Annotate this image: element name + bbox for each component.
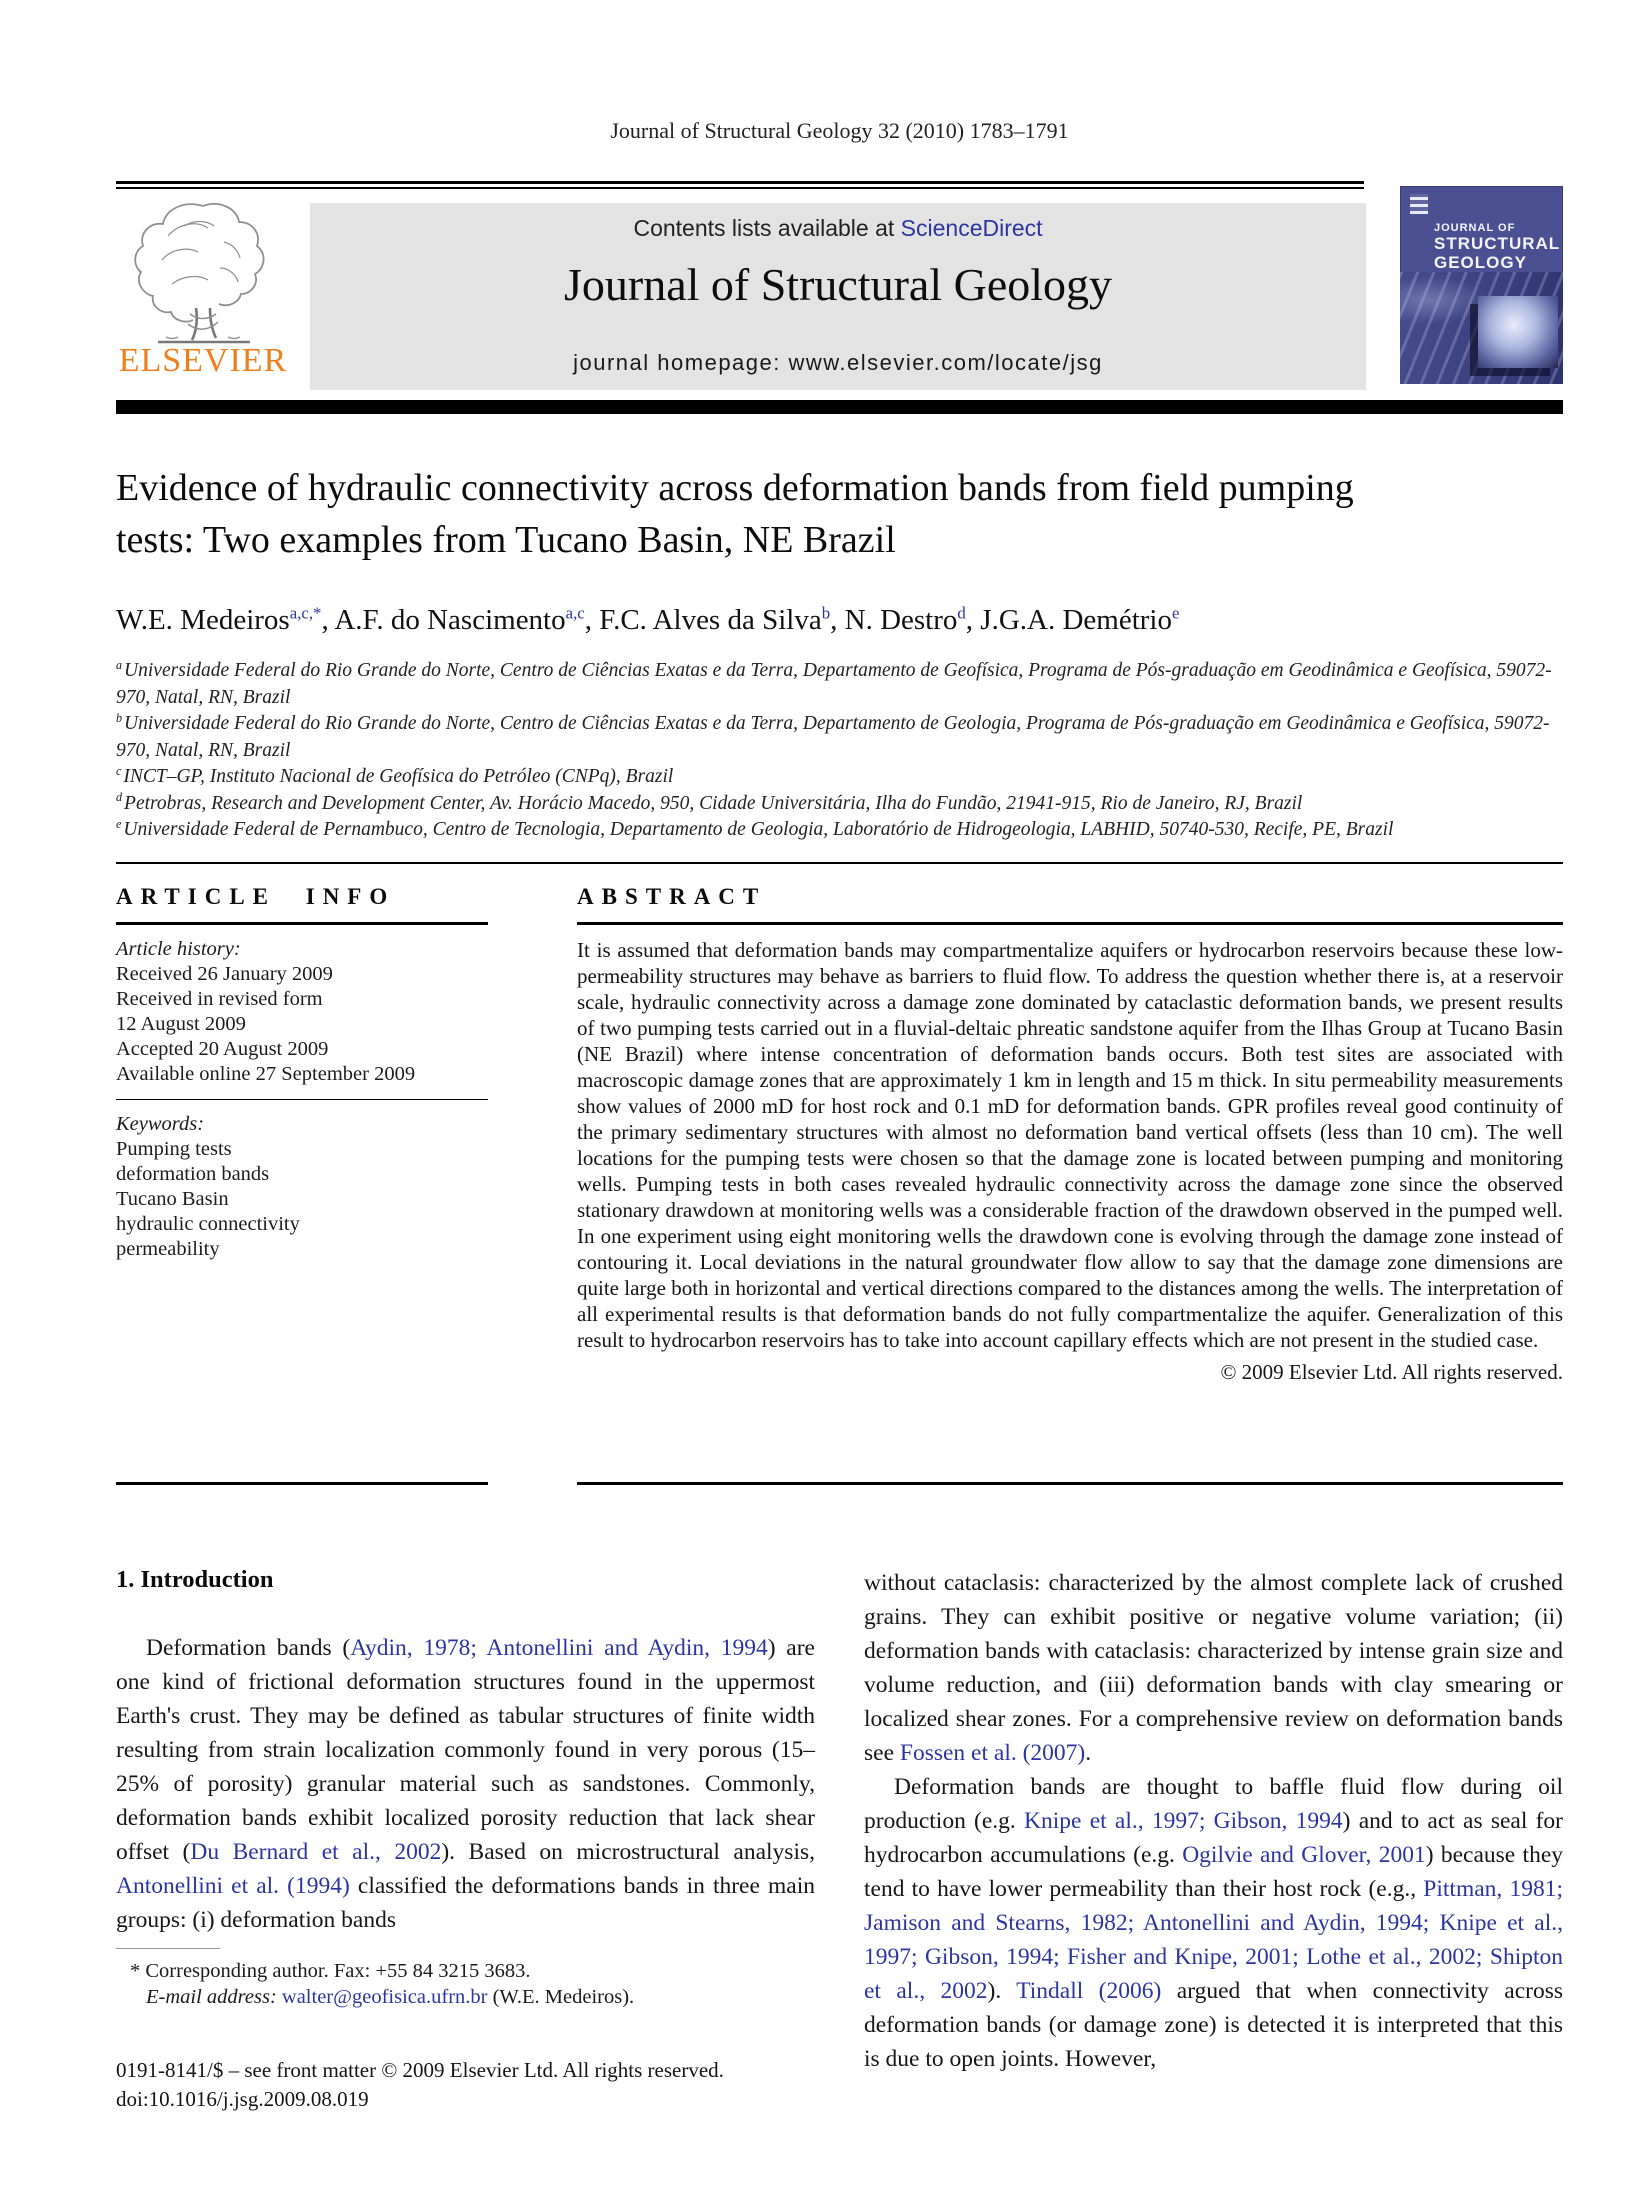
keyword: permeability: [116, 1238, 220, 1260]
citation-link[interactable]: Du Bernard et al., 2002: [190, 1839, 442, 1865]
history-entry: Received 26 January 2009: [116, 963, 333, 985]
info-bottom-rule: [116, 1482, 488, 1485]
abstract-bottom-rule: [577, 1482, 1563, 1485]
elsevier-tree-icon: [128, 196, 278, 348]
citation-link[interactable]: Pittman, 1981; Jamison and Stearns, 1982; Antonellini and Aydin, 1994; Knipe et al., 1997; Gibson, 1994; Fisher and Knipe, 2001; Lothe et al., 2002; Shipton et al., 2002: [864, 1876, 1564, 2004]
citation-link[interactable]: Tindall (2006): [1016, 1978, 1162, 2004]
text-run: classified the deformations bands in three main groups: (i) deformation bands: [116, 1873, 815, 1933]
citation-link[interactable]: Antonellini et al. (1994): [116, 1873, 350, 1899]
journal-cover-thumbnail: [1400, 186, 1563, 384]
text-run: , J.G.A. Demétrio: [965, 604, 1172, 636]
affiliation-text: Universidade Federal de Pernambuco, Centro de Tecnologia, Departamento de Geologia, Laboratório de Hidrogeologia, LABHID, 50740-530, Recife, PE, Brazil: [123, 819, 1394, 840]
history-entry: Available online 27 September 2009: [116, 1063, 416, 1085]
article-info-column: [116, 884, 488, 1262]
history-entry: Accepted 20 August 2009: [116, 1038, 329, 1060]
keyword: Pumping tests: [116, 1138, 232, 1160]
text-run: .: [1085, 1740, 1092, 1766]
citation-link[interactable]: Knipe et al., 1997; Gibson, 1994: [1024, 1808, 1343, 1834]
sciencedirect-link[interactable]: ScienceDirect: [900, 215, 1043, 241]
text-run: Deformation bands (: [146, 1635, 351, 1661]
text-run: ) because they tend to have lower permeability than their host rock (e.g.,: [864, 1842, 1564, 1902]
text-run: E-mail address:: [146, 1986, 277, 2008]
intro-paragraph: [864, 1770, 1563, 2076]
text-run: , N. Destro: [830, 604, 958, 636]
section-heading: 1. Introduction: [116, 1566, 274, 1593]
cover-inset-image: [1478, 296, 1558, 368]
abstract-text: It is assumed that deformation bands may compartmentalize aquifers or hydrocarbon reservoirs because these low-permeability structures may behave as barriers to fluid flow. To address the question whether there is, at a reservoir scale, hydraulic connectivity across a damage zone dominated by cataclastic deformation bands, we present results of two pumping tests carried out in a fluvial-deltaic phreatic sandstone aquifer from the Ilhas Group at Tucano Basin (NE Brazil) where intense concentration of deformation bands occurs. Both test sites are associated with macroscopic damage zones that are approximately 1 km in length and 15 m thick. In situ permeability measurements show values of 2000 mD for host rock and 0.1 mD for deformation bands. GPR profiles reveal good continuity of the primary sedimentary structures with almost no deformation band vertical offsets (less than 10 cm). The well locations for the pumping tests were chosen so that the damage zone is located between pumping and monitoring wells. Pumping tests in both cases revealed hydraulic connectivity across the damage zone since the observed stationary drawdown at monitoring wells was a considerable fraction of the drawdown observed in the pumped well. In one experiment using eight monitoring wells the drawdown cone is evolving through the damage zone instead of contouring it. Local deviations in the natural groundwater flow allow to say that the damage zone dimensions are quite large both in horizontal and vertical directions compared to the distances among the wells. The interpretation of all experimental results is that deformation bands do not fully compartmentalize the aquifer. Generalization of this result to hydrocarbon reservoirs has to take into account capillary effects which are not present in the studied case.: [577, 938, 1563, 1352]
text-run: (W.E. Medeiros).: [487, 1986, 635, 2008]
heading-rule: [116, 922, 488, 925]
text-run: without cataclasis: characterized by the almost complete lack of crushed grains. They can exhibit positive or negative volume variation; (ii) deformation bands with cataclasis: characterized by intense grain size and volume reduction, and (iii) deformation bands with clay smearing or localized shear zones. For a comprehensive review on deformation bands see: [864, 1570, 1563, 1766]
issn-copyright-line: 0191-8141/$ – see front matter © 2009 Elsevier Ltd. All rights reserved.: [116, 2058, 724, 2082]
abstract-copyright: © 2009 Elsevier Ltd. All rights reserved.: [1220, 1360, 1563, 1384]
email-link[interactable]: walter@geofisica.ufrn.br: [281, 1986, 488, 2008]
running-head-citation: Journal of Structural Geology 32 (2010) 1783–1791: [610, 118, 1069, 143]
author-line: [116, 604, 1565, 637]
text-run: ) are one kind of frictional deformation structures found in the uppermost Earth's crust. They may be defined as tabular structures of finite width resulting from strain localization commonly found in very porous (15–25% of porosity) granular material such as sandstones. Commonly, deformation bands exhibit localized porosity reduction that lack shear offset (: [116, 1635, 815, 1865]
intro-paragraph: [116, 1631, 815, 1937]
keyword: deformation bands: [116, 1163, 270, 1185]
cover-title: [1434, 222, 1560, 272]
cover-title-line: STRUCTURAL: [1434, 234, 1561, 253]
affiliation-list: [116, 658, 1565, 844]
citation-link[interactable]: Aydin, 1978; Antonellini and Aydin, 1994: [350, 1635, 768, 1661]
history-entry: 12 August 2009: [116, 1013, 246, 1035]
journal-banner: [310, 203, 1366, 390]
affiliation: [116, 711, 1565, 764]
affiliation: [116, 791, 1565, 818]
email-note: [116, 1984, 816, 2010]
text-run: argued that when connectivity across deformation bands (or damage zone) is detected it is interpreted that this is due to open joints. However,: [864, 1978, 1563, 2072]
journal-homepage-link[interactable]: journal homepage: www.elsevier.com/locate/jsg: [573, 350, 1103, 375]
affiliation-text: Petrobras, Research and Development Center, Av. Horácio Macedo, 950, Cidade Universitária, Ilha do Fundão, 21941-915, Rio de Janeiro, RJ, Brazil: [124, 792, 1303, 814]
citation-link[interactable]: Ogilvie and Glover, 2001: [1182, 1842, 1426, 1868]
abstract-heading: ABSTRACT: [577, 884, 767, 909]
author-affil-ref[interactable]: e: [1171, 603, 1180, 623]
article-title-line: tests: Two examples from Tucano Basin, NE Brazil: [116, 519, 896, 561]
article-history-label: Article history:: [116, 938, 241, 960]
text-run: ).: [987, 1978, 1017, 2004]
abstract-column: [577, 884, 1563, 1385]
cover-title-line: JOURNAL OF: [1434, 222, 1516, 234]
header-divider-bar: [116, 400, 1563, 414]
text-run: ) and to act as seal for hydrocarbon accumulations (e.g.: [864, 1808, 1563, 1868]
keywords-divider-rule: [116, 1099, 488, 1100]
text-run: ). Based on microstructural analysis,: [441, 1839, 815, 1865]
text-run: , A.F. do Nascimento: [321, 604, 566, 636]
intro-left-column: [116, 1566, 815, 1937]
author-affil-ref[interactable]: b: [821, 603, 831, 623]
affiliation-letter: c: [116, 763, 122, 778]
text-run: Contents lists available at: [633, 215, 901, 241]
text-run: , F.C. Alves da Silva: [584, 604, 822, 636]
affiliation-text: INCT–GP, Instituto Nacional de Geofísica do Petróleo (CNPq), Brazil: [123, 766, 674, 787]
affiliation-text: Universidade Federal do Rio Grande do Norte, Centro de Ciências Exatas e da Terra, Departamento de Geofísica, Programa de Pós-graduação em Geodinâmica e Geofísica, 59072-970, Natal, RN, Brazil: [116, 660, 1552, 708]
affiliation-letter: a: [116, 657, 123, 672]
text-run: Deformation bands are thought to baffle fluid flow during oil production (e.g.: [864, 1774, 1563, 1834]
contents-line: [310, 203, 1366, 242]
affiliation-letter: d: [116, 790, 123, 804]
affiliation-text: Universidade Federal do Rio Grande do Norte, Centro de Ciências Exatas e da Terra, Departamento de Geologia, Programa de Pós-graduação em Geodinâmica e Geofísica, 59072-970, Natal, RN, Brazil: [116, 713, 1550, 761]
heading-rule: [577, 922, 1563, 925]
journal-title: Journal of Structural Geology: [563, 259, 1113, 310]
intro-paragraph: [864, 1566, 1563, 1770]
affiliation: [116, 764, 1565, 791]
cover-rock-image: [1400, 272, 1563, 384]
article-title-line: Evidence of hydraulic connectivity across deformation bands from field pumping: [116, 467, 1354, 509]
affiliation-divider-rule: [116, 862, 1563, 864]
intro-right-column: [864, 1566, 1563, 2076]
article-info-heading: ARTICLE INFO: [116, 884, 396, 909]
affiliation-letter: e: [116, 816, 122, 831]
author-affil-ref[interactable]: a,c: [565, 603, 585, 623]
author-affil-ref[interactable]: d: [957, 603, 966, 623]
citation-link[interactable]: Fossen et al. (2007): [899, 1740, 1086, 1766]
header-double-rule: [116, 181, 1364, 189]
article-title: [116, 462, 1576, 566]
footnote-block: [116, 1958, 816, 2010]
copyright-doi-block: [116, 2056, 876, 2114]
history-entry: Received in revised form: [116, 988, 323, 1010]
affiliation: [116, 658, 1565, 711]
footnote-rule: [116, 1948, 220, 1949]
keyword: Tucano Basin: [116, 1188, 229, 1210]
elsevier-logo: [114, 196, 292, 392]
text-run: W.E. Medeiros: [116, 604, 290, 636]
corresponding-author-note: * Corresponding author. Fax: +55 84 3215 3683.: [130, 1960, 531, 1982]
author-affil-ref[interactable]: a,c,*: [289, 603, 322, 623]
affiliation: [116, 817, 1565, 844]
cover-title-line: GEOLOGY: [1434, 253, 1527, 272]
cover-publisher-mark-icon: [1410, 194, 1428, 214]
affiliation-letter: b: [116, 710, 123, 725]
keywords-label: Keywords:: [116, 1113, 205, 1135]
keyword: hydraulic connectivity: [116, 1213, 300, 1235]
elsevier-wordmark: ELSEVIER: [118, 342, 288, 379]
doi-line: doi:10.1016/j.jsg.2009.08.019: [116, 2087, 369, 2111]
